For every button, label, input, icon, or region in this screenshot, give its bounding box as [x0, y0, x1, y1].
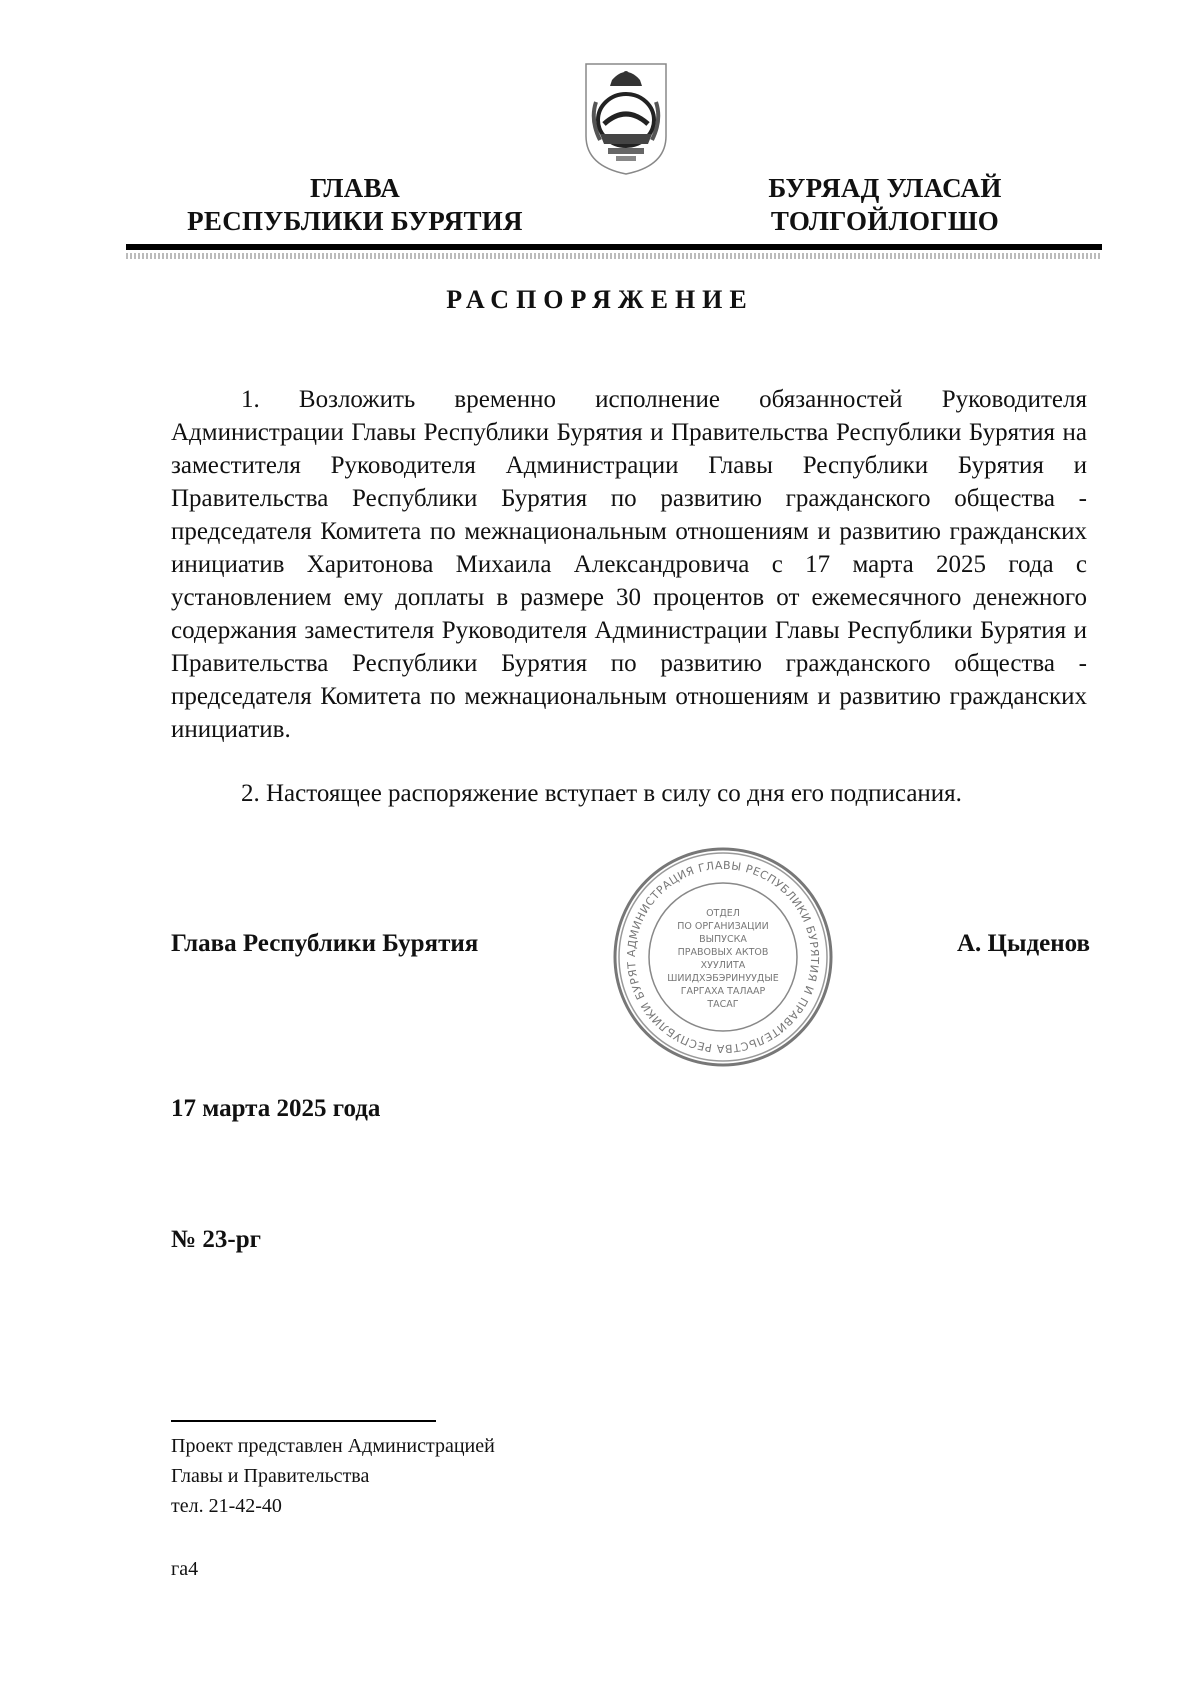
header-left-line1: ГЛАВА: [309, 173, 401, 203]
footer-code: га4: [171, 1558, 199, 1580]
footer-line2: Главы и Правительства: [171, 1465, 370, 1487]
header-right-line1: БУРЯАД УЛАСАЙ: [768, 173, 1002, 203]
stamp-line7: ГАРГАХА ТАЛААР: [680, 986, 766, 997]
stamp-line8: ТАСАГ: [707, 999, 739, 1010]
footer-line3: тел. 21-42-40: [171, 1495, 282, 1517]
header-left-line2: РЕСПУБЛИКИ БУРЯТИЯ: [187, 206, 523, 236]
header-right: [720, 172, 1050, 238]
header-rule: [126, 244, 1102, 250]
paragraph-2: 2. Настоящее распоряжение вступает в силу со дня его подписания.: [241, 780, 962, 807]
stamp-line2: ПО ОРГАНИЗАЦИИ: [677, 921, 769, 932]
stamp-line5: ХУУЛИТА: [700, 960, 746, 971]
header-right-line2: ТОЛГОЙЛОГШО: [770, 206, 1000, 236]
stamp-line4: ПРАВОВЫХ АКТОВ: [677, 947, 769, 958]
stamp-line3: ВЫПУСКА: [699, 934, 747, 945]
document-title: РАСПОРЯЖЕНИЕ: [446, 285, 754, 314]
official-stamp: [612, 846, 834, 1068]
signature-name: А. Цыденов: [956, 930, 1090, 957]
header-left: [155, 172, 555, 238]
stamp-line1: ОТДЕЛ: [706, 908, 740, 919]
stamp-ring-text: АДМИНИСТРАЦИЯ ГЛАВЫ РЕСПУБЛИКИ БУРЯТИЯ И ПРАВИТЕЛЬСТВА РЕСПУБЛИКИ БУРЯТ: [624, 858, 822, 1056]
signature-position: Глава Республики Бурятия: [171, 930, 479, 957]
stamp-line6: ШИИДХЭБЭРИНУУДЫЕ: [667, 973, 779, 984]
paragraph-1: 1. Возложить временно исполнение обязанностей Руководителя Администрации Главы Республики Бурятия и Правительства Республики Бурятия на заместителя Руководителя Администрации Главы Республики Бурятия и Правительства Республики Бурятия по развитию гражданского общества - председателя Комитета по межнациональным отношениям и развитию гражданских инициатив Харитонова Михаила Александровича с 17 марта 2025 года с установлением ему доплаты в размере 30 процентов от ежемесячного денежного содержания заместителя Руководителя Администрации Главы Республики Бурятия и Правительства Республики Бурятия по развитию гражданского общества - председателя Комитета по межнациональным отношениям и развитию гражданских инициатив.: [171, 386, 1087, 743]
header-rule-dotted: [126, 253, 1102, 259]
footer-rule: [171, 1420, 436, 1422]
coat-of-arms-emblem: [582, 58, 670, 176]
footer-line1: Проект представлен Администрацией: [171, 1435, 495, 1457]
document-number: № 23-рг: [171, 1226, 261, 1253]
document-date: 17 марта 2025 года: [171, 1095, 381, 1122]
